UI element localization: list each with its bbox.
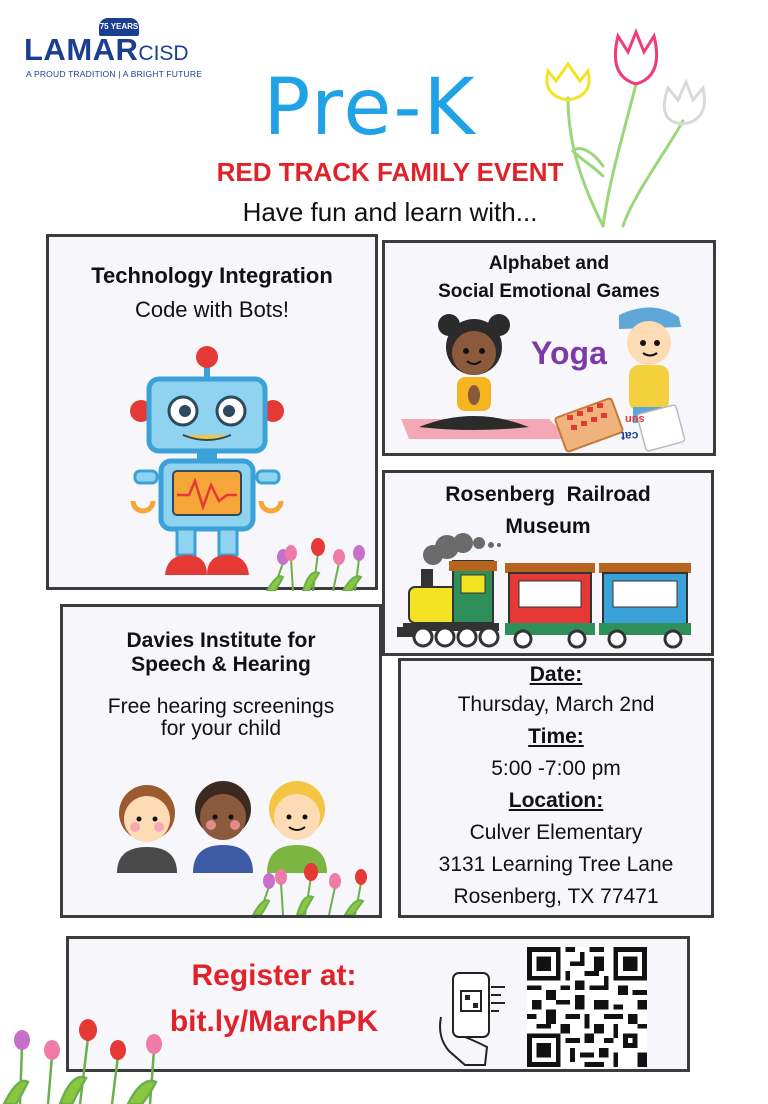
tech-subtitle: Code with Bots! xyxy=(134,297,290,322)
event-details-card xyxy=(398,658,714,918)
card-word-cat: cat xyxy=(621,429,639,443)
date-value: Thursday, March 2nd xyxy=(457,693,655,716)
davies-title-line2: Speech & Hearing xyxy=(131,653,311,676)
tulips-decoration-bottom xyxy=(0,1016,170,1104)
alphabet-games-card xyxy=(382,240,716,456)
time-label: Time: xyxy=(528,725,584,748)
register-link[interactable]: bit.ly/MarchPK xyxy=(169,1005,379,1038)
logo-badge: 75 YEARS xyxy=(99,18,139,36)
date-label: Date: xyxy=(529,663,583,686)
technology-integration-card xyxy=(46,234,378,590)
railroad-museum-card xyxy=(382,470,714,656)
tulips-decoration xyxy=(263,533,375,591)
davies-institute-card xyxy=(60,604,382,918)
tulips-decoration xyxy=(247,863,379,915)
railroad-title-line1: Rosenberg Railroad xyxy=(445,483,651,506)
children-listening-illustration xyxy=(105,777,341,873)
location-line2: 3131 Learning Tree Lane xyxy=(438,853,674,876)
phone-scan-icon xyxy=(435,967,515,1067)
location-label: Location: xyxy=(508,789,604,812)
train-illustration xyxy=(393,531,709,651)
logo-main: LAMAR xyxy=(24,32,139,67)
railroad-title-line2: Museum xyxy=(505,515,591,538)
logo-tagline: A PROUD TRADITION | A BRIGHT FUTURE xyxy=(26,69,203,79)
tech-title: Technology Integration xyxy=(91,263,333,288)
alphabet-title-line2: Social Emotional Games xyxy=(438,281,660,302)
time-value: 5:00 -7:00 pm xyxy=(491,757,621,780)
register-label: Register at: xyxy=(191,959,357,992)
event-subtitle: Have fun and learn with... xyxy=(242,197,538,227)
location-line1: Culver Elementary xyxy=(469,821,643,844)
card-word-sun: sun xyxy=(625,413,645,425)
alphabet-title-line1: Alphabet and xyxy=(488,253,610,274)
davies-title-line1: Davies Institute for xyxy=(126,629,316,652)
davies-desc-line1: Free hearing screenings xyxy=(107,695,335,718)
location-line3: Rosenberg, TX 77471 xyxy=(453,885,659,908)
yoga-label: Yoga xyxy=(531,335,607,371)
logo-suffix: CISD xyxy=(138,42,189,65)
qr-code[interactable] xyxy=(527,947,647,1067)
yoga-girl-illustration xyxy=(399,309,569,439)
event-title: RED TRACK FAMILY EVENT xyxy=(216,157,564,187)
davies-desc-line2: for your child xyxy=(160,717,282,740)
page-title: Pre-K xyxy=(263,63,477,153)
